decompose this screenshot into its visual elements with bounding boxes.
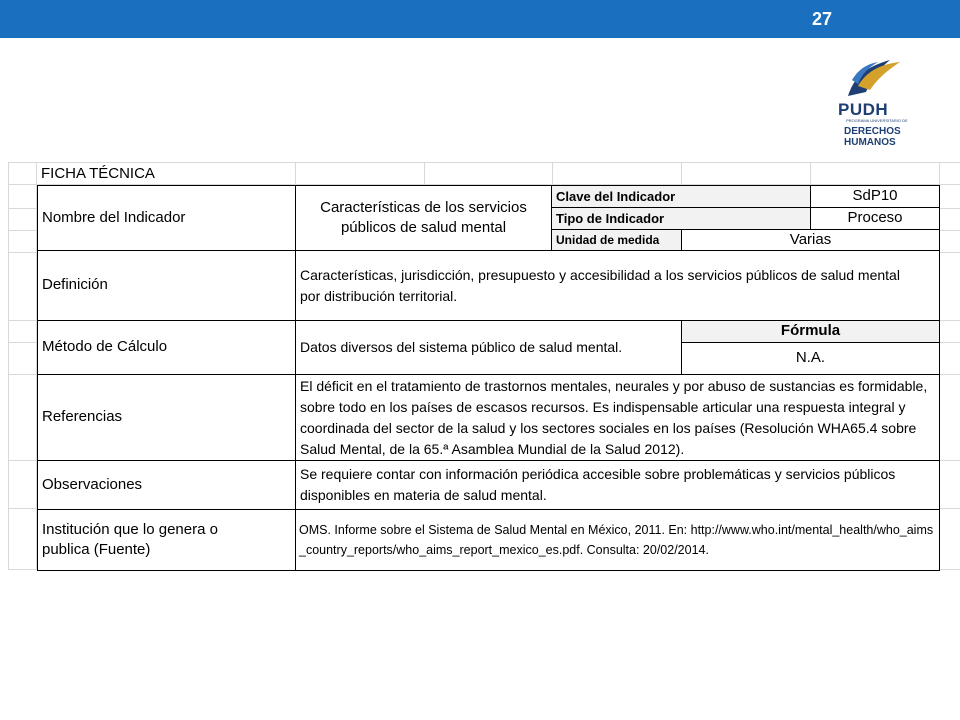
- sheet-title: FICHA TÉCNICA: [41, 164, 155, 182]
- page-number: 27: [811, 9, 832, 29]
- logo-pudh-text: PUDH: [838, 100, 889, 119]
- bird-logo-icon: [844, 56, 902, 100]
- top-banner: [0, 0, 960, 38]
- definicion-label: Definición: [37, 250, 296, 321]
- logo-line-humanos: HUMANOS: [844, 137, 896, 148]
- fuente-value: OMS. Informe sobre el Sistema de Salud Mental en México, 2011. En: http://www.who.int/mental_health/who_aims_country_reports/who_aims_report_mexico_es.pdf. Consulta: 20/02/2014.: [295, 509, 940, 571]
- nombre-label: Nombre del Indicador: [37, 185, 296, 251]
- logo-subtitle: PROGRAMA UNIVERSITARIO DE: [846, 118, 908, 123]
- logo-derechos-humanos: [844, 126, 901, 148]
- tipo-label: Tipo de Indicador: [551, 207, 811, 230]
- formula-value: N.A.: [681, 342, 940, 375]
- nombre-value: Características de los servicios públicos de salud mental: [295, 185, 552, 251]
- referencias-label: Referencias: [37, 374, 296, 461]
- fuente-label: Institución que lo genera o publica (Fuente): [37, 509, 296, 571]
- definicion-value: Características, jurisdicción, presupuesto y accesibilidad a los servicios públicos de salud mental por distribución territorial.: [295, 250, 940, 321]
- tipo-value: Proceso: [810, 207, 940, 230]
- metodo-label: Método de Cálculo: [37, 320, 296, 375]
- observaciones-value: Se requiere contar con información periódica accesible sobre problemáticas y servicios públicos disponibles en materia de salud mental.: [295, 460, 940, 510]
- unidad-label: Unidad de medida: [551, 229, 682, 251]
- clave-label: Clave del Indicador: [551, 185, 811, 208]
- clave-value: SdP10: [810, 185, 940, 208]
- metodo-value: Datos diversos del sistema público de salud mental.: [295, 320, 682, 375]
- unidad-value: Varias: [681, 229, 940, 251]
- logo-line-derechos: DERECHOS: [844, 126, 901, 137]
- pudh-logo: [838, 56, 908, 152]
- formula-label: Fórmula: [681, 320, 940, 343]
- referencias-value: El déficit en el tratamiento de trastornos mentales, neurales y por abuso de sustancias es formidable, sobre todo en los países de escasos recursos. Es indispensable articular una respuesta integral y coordinada del sector de la salud y los sectores sociales en los países (Resolución WHA65.4 sobre Salud Mental, de la 65.ª Asamblea Mundial de la Salud 2012).: [295, 374, 940, 461]
- observaciones-label: Observaciones: [37, 460, 296, 510]
